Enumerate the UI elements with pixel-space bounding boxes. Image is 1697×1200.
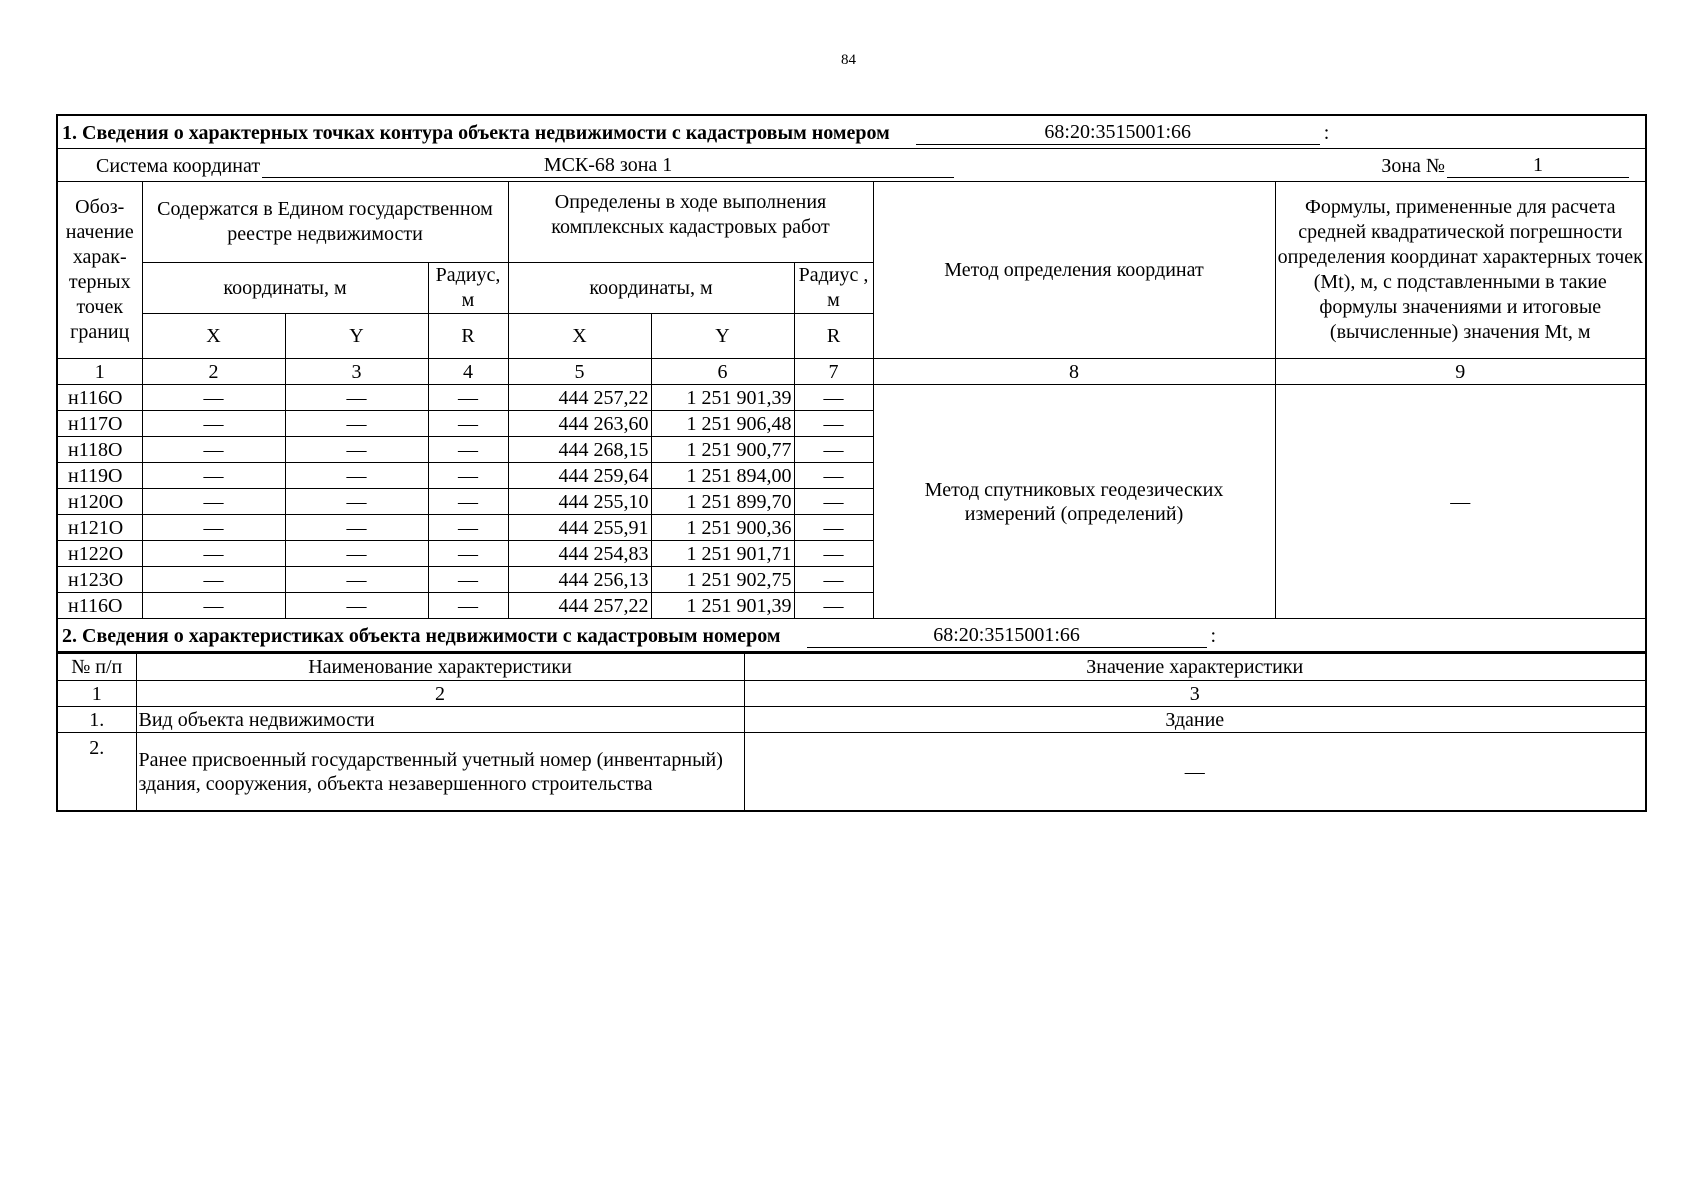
- point-x: 444 257,22: [508, 593, 651, 619]
- point-x: 444 255,91: [508, 515, 651, 541]
- point-r-egrn: —: [428, 411, 508, 437]
- point-name: н122О: [57, 541, 142, 567]
- point-y-egrn: —: [285, 463, 428, 489]
- header-formulas: Формулы, примененные для расчета средней квадратической погрешности определения координат характерных точек (Mt), м, с подставленными в такие формулы значениями и итоговые (вычисленные) значения Mt, м: [1275, 182, 1646, 359]
- point-x: 444 257,22: [508, 385, 651, 411]
- header-radius-egrn: Радиус, м: [428, 263, 508, 314]
- point-name: н117О: [57, 411, 142, 437]
- point-y-egrn: —: [285, 541, 428, 567]
- col-number: 9: [1275, 359, 1646, 385]
- coord-system-value: МСК-68 зона 1: [262, 153, 954, 178]
- coord-system-label: Система координат: [96, 154, 261, 177]
- point-r: —: [794, 489, 873, 515]
- point-y: 1 251 901,39: [651, 385, 794, 411]
- header-coords-complex: координаты, м: [508, 263, 794, 314]
- point-y: 1 251 894,00: [651, 463, 794, 489]
- header-r-complex: R: [794, 314, 873, 359]
- col-number: 2: [142, 359, 285, 385]
- point-x-egrn: —: [142, 489, 285, 515]
- point-y-egrn: —: [285, 411, 428, 437]
- point-x-egrn: —: [142, 437, 285, 463]
- method-value: Метод спутниковых геодезических измерений (определений): [873, 385, 1275, 619]
- char-row-num: 2.: [57, 733, 136, 812]
- header-radius-complex: Радиус , м: [794, 263, 873, 314]
- point-x: 444 268,15: [508, 437, 651, 463]
- point-row: [57, 385, 1646, 411]
- point-r-egrn: —: [428, 515, 508, 541]
- point-x-egrn: —: [142, 593, 285, 619]
- point-name: н120О: [57, 489, 142, 515]
- point-r: —: [794, 567, 873, 593]
- char-header-num: № п/п: [57, 654, 136, 681]
- point-y-egrn: —: [285, 437, 428, 463]
- point-y: 1 251 902,75: [651, 567, 794, 593]
- section1-title: 1. Сведения о характерных точках контура объекта недвижимости с кадастровым номером: [62, 121, 890, 144]
- point-x-egrn: —: [142, 567, 285, 593]
- section1-title-row: [62, 120, 1641, 145]
- point-x-egrn: —: [142, 515, 285, 541]
- point-r-egrn: —: [428, 437, 508, 463]
- coord-system-row: [62, 153, 1641, 178]
- header-egrn: Содержатся в Едином государственном реестре недвижимости: [142, 182, 508, 263]
- header-complex: Определены в ходе выполнения комплексных кадастровых работ: [508, 182, 873, 263]
- section2-colon: :: [1210, 624, 1217, 647]
- point-name: н123О: [57, 567, 142, 593]
- section1-colon: :: [1323, 121, 1330, 144]
- point-r: —: [794, 541, 873, 567]
- char-row-value: —: [744, 733, 1646, 812]
- col-number: 5: [508, 359, 651, 385]
- char-row-name: Вид объекта недвижимости: [136, 707, 744, 733]
- point-y-egrn: —: [285, 385, 428, 411]
- header-x-complex: X: [508, 314, 651, 359]
- point-r-egrn: —: [428, 463, 508, 489]
- header-designation: Обоз- начение харак- терных точек границ: [57, 182, 142, 359]
- point-y: 1 251 900,36: [651, 515, 794, 541]
- point-y: 1 251 901,39: [651, 593, 794, 619]
- point-x: 444 255,10: [508, 489, 651, 515]
- point-y: 1 251 906,48: [651, 411, 794, 437]
- point-y: 1 251 901,71: [651, 541, 794, 567]
- point-r-egrn: —: [428, 541, 508, 567]
- char-col-number: 1: [57, 681, 136, 707]
- col-number: 8: [873, 359, 1275, 385]
- point-r-egrn: —: [428, 593, 508, 619]
- point-name: н116О: [57, 593, 142, 619]
- formula-value: —: [1275, 385, 1646, 619]
- col-number: 6: [651, 359, 794, 385]
- point-r: —: [794, 437, 873, 463]
- char-col-number: 3: [744, 681, 1646, 707]
- point-x: 444 259,64: [508, 463, 651, 489]
- point-r: —: [794, 385, 873, 411]
- header-y-complex: Y: [651, 314, 794, 359]
- char-row-name: Ранее присвоенный государственный учетный номер (инвентарный) здания, сооружения, объекта незавершенного строительства: [136, 733, 744, 812]
- point-x-egrn: —: [142, 541, 285, 567]
- header-r-egrn: R: [428, 314, 508, 359]
- point-x-egrn: —: [142, 411, 285, 437]
- header-method: Метод определения координат: [873, 182, 1275, 359]
- point-x-egrn: —: [142, 463, 285, 489]
- point-x: 444 263,60: [508, 411, 651, 437]
- cadastral-sheet: [56, 114, 1645, 812]
- point-r-egrn: —: [428, 385, 508, 411]
- point-x: 444 254,83: [508, 541, 651, 567]
- header-x-egrn: X: [142, 314, 285, 359]
- col-number: 3: [285, 359, 428, 385]
- point-r-egrn: —: [428, 489, 508, 515]
- col-number: 1: [57, 359, 142, 385]
- point-name: н118О: [57, 437, 142, 463]
- point-r: —: [794, 593, 873, 619]
- point-r: —: [794, 515, 873, 541]
- section2-cadastral-number: 68:20:3515001:66: [807, 623, 1207, 648]
- point-name: н121О: [57, 515, 142, 541]
- points-body: [57, 385, 1646, 619]
- section2-title-row: [62, 623, 1641, 648]
- section2-title: 2. Сведения о характеристиках объекта недвижимости с кадастровым номером: [62, 624, 781, 647]
- char-row-value: Здание: [744, 707, 1646, 733]
- point-y-egrn: —: [285, 489, 428, 515]
- characteristics-table: [56, 653, 1647, 812]
- section1-cadastral-number: 68:20:3515001:66: [916, 120, 1320, 145]
- point-name: н116О: [57, 385, 142, 411]
- col-number: 4: [428, 359, 508, 385]
- point-y-egrn: —: [285, 567, 428, 593]
- points-table: [56, 114, 1647, 653]
- char-header-value: Значение характеристики: [744, 654, 1646, 681]
- point-y: 1 251 900,77: [651, 437, 794, 463]
- char-header-name: Наименование характеристики: [136, 654, 744, 681]
- point-y-egrn: —: [285, 593, 428, 619]
- point-r-egrn: —: [428, 567, 508, 593]
- point-x: 444 256,13: [508, 567, 651, 593]
- point-y-egrn: —: [285, 515, 428, 541]
- page-number: 84: [841, 52, 856, 68]
- header-coords-egrn: координаты, м: [142, 263, 428, 314]
- point-x-egrn: —: [142, 385, 285, 411]
- point-y: 1 251 899,70: [651, 489, 794, 515]
- char-col-number: 2: [136, 681, 744, 707]
- header-y-egrn: Y: [285, 314, 428, 359]
- char-row-num: 1.: [57, 707, 136, 733]
- zone-value: 1: [1447, 153, 1629, 178]
- point-r: —: [794, 463, 873, 489]
- col-number: 7: [794, 359, 873, 385]
- point-name: н119О: [57, 463, 142, 489]
- point-r: —: [794, 411, 873, 437]
- zone-label: Зона №: [1381, 154, 1445, 177]
